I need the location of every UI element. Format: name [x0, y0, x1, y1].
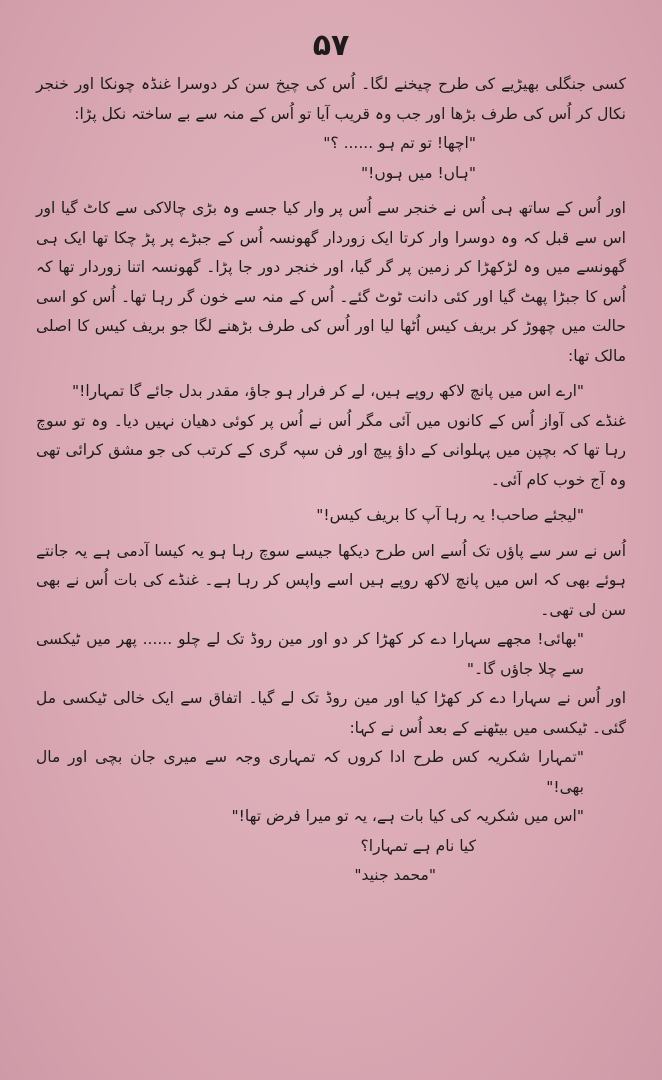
- paragraph: کسی جنگلی بھیڑیے کی طرح چیخنے لگا۔ اُس کی چیخ سن کر دوسرا غنڈہ چونکا اور خنجر نکال کر اُس کی طرف بڑھا اور جب وہ قریب آیا تو اُس کے منہ سے بے ساختہ نکل پڑا:: [36, 75, 626, 123]
- dialog-line: "ہاں! میں ہوں!": [361, 163, 476, 182]
- page-body: [36, 70, 626, 891]
- paragraph: اور اُس نے سہارا دے کر کھڑا کیا اور مین روڈ تک لے گیا۔ اتفاق سے ایک خالی ٹیکسی مل گئی۔ ٹیکسی میں بیٹھنے کے بعد اُس نے کہا:: [36, 689, 626, 737]
- dialog-line: "لیجئے صاحب! یہ رہا آپ کا بریف کیس!": [316, 506, 584, 524]
- page-number: ۵۷: [312, 28, 350, 63]
- signature-line: "محمد جنید": [354, 866, 436, 884]
- dialog-line: کیا نام ہے تمہارا؟: [360, 836, 476, 855]
- dialog-line: "اچھا! تو تم ہو ...... ؟": [323, 134, 476, 152]
- dialog-line: "ارے اس میں پانچ لاکھ روپے ہیں، لے کر فرار ہو جاؤ، مقدر بدل جائے گا تمہارا!": [72, 382, 584, 400]
- paragraph: اور اُس کے ساتھ ہی اُس نے خنجر سے اُس پر وار کیا جسے وہ بڑی چالاکی سے کاٹ گیا اور اس سے قبل کہ وہ دوسرا وار کرتا ایک زوردار گھونسہ اُس کے جبڑے پر پڑ چکا تھا ایک ہی گھونسے میں وہ لڑکھڑا کر زمین پر گر گیا، اور خنجر دور جا پڑا۔ گھونسہ اتنا زوردار تھا کہ اُس کا جبڑا پھٹ گیا اور کئی دانت ٹوٹ گئے۔ اُس کے منہ سے خون گر رہا تھا۔ اُس کو اسی حالت میں چھوڑ کر بریف کیس اُٹھا لیا اور اُس کی طرف بڑھنے لگا جو بریف کیس کا اصلی مالک تھا:: [36, 199, 626, 365]
- paragraph: غنڈے کی آواز اُس کے کانوں میں آئی مگر اُس نے اُس پر کوئی دھیان نہیں دیا۔ وہ تو سوچ رہا تھا کہ بچپن میں پہلوانی کے داؤ پیچ اور فن سپہ گری کے کرتب کی جو مشق کرائی تھی وہ آج خوب کام آئی۔: [36, 411, 626, 489]
- dialog-line: "اس میں شکریہ کی کیا بات ہے، یہ تو میرا فرض تھا!": [231, 807, 584, 825]
- paragraph: اُس نے سر سے پاؤں تک اُسے اس طرح دیکھا جیسے سوچ رہا ہو یہ کیسا آدمی ہے یہ جانتے ہوئے بھی کہ اس میں پانچ لاکھ روپے ہیں اسے واپس کر رہا ہے۔ غنڈے کی بات اُس نے بھی سن لی تھی۔: [36, 541, 626, 619]
- dialog-line: "بھائی! مجھے سہارا دے کر کھڑا کر دو اور مین روڈ تک لے چلو ...... پھر میں ٹیکسی سے چلا جاؤں گا۔": [36, 630, 584, 678]
- dialog-line: "تمہارا شکریہ کس طرح ادا کروں کہ تمہاری وجہ سے میری جان بچی اور مال بھی!": [36, 748, 584, 796]
